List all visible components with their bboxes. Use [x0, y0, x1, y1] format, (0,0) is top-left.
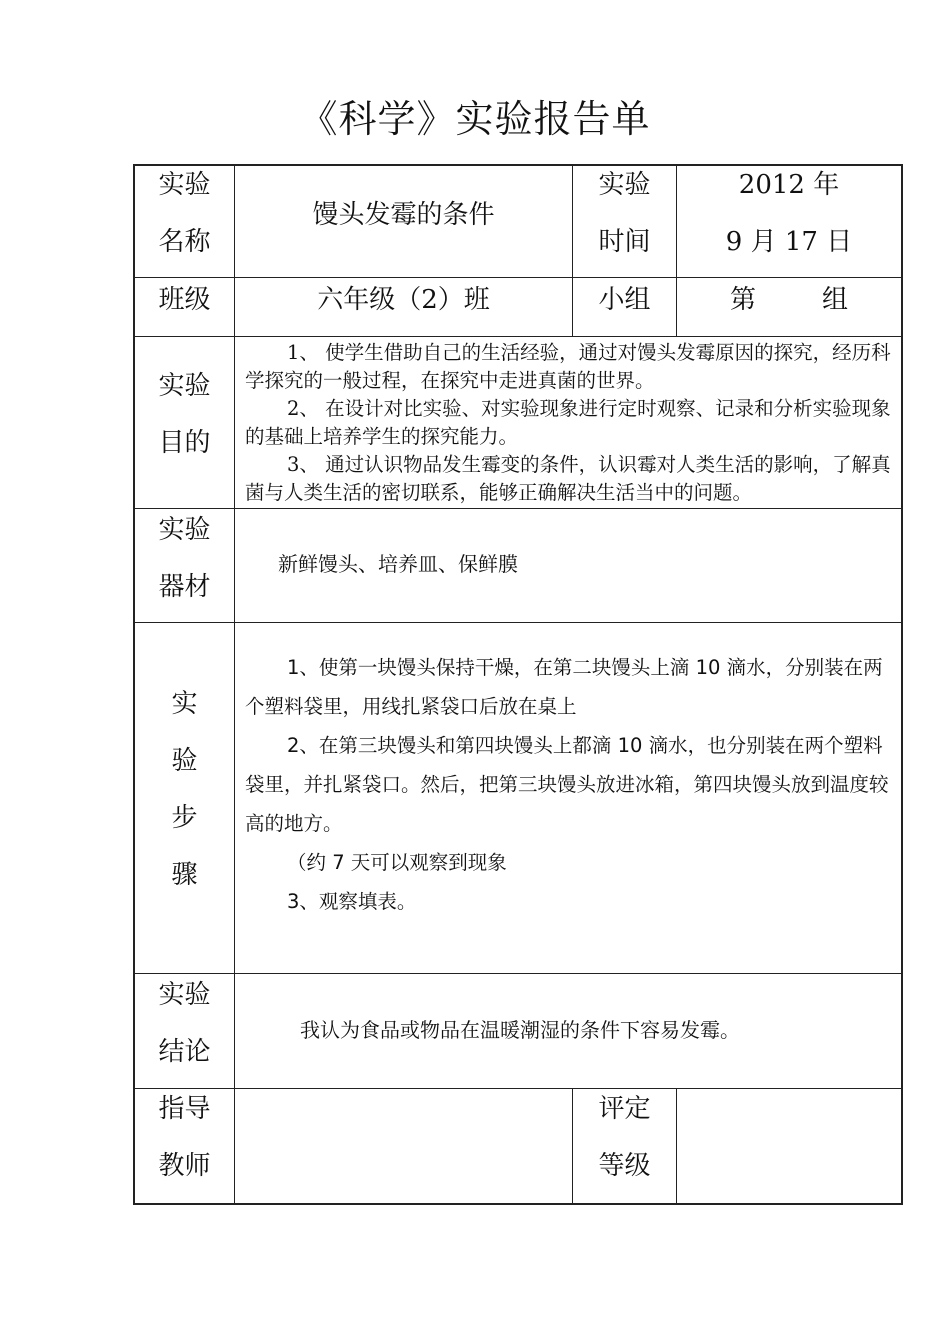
label-conclusion: 实验 结论: [158, 980, 211, 1067]
label-purpose: 实验 目的: [158, 371, 211, 458]
label-experiment-name: 实验 名称: [158, 170, 211, 257]
step-item: 3、观察填表。: [287, 890, 417, 913]
materials-value: 新鲜馒头、培养皿、保鲜膜: [278, 552, 518, 576]
steps-text: [245, 648, 895, 921]
label-experiment-time: 实验 时间: [598, 170, 651, 257]
label-group: 小组: [598, 285, 651, 315]
teacher-value[interactable]: [236, 1089, 572, 1203]
page-title: 《科学》实验报告单: [299, 97, 651, 141]
class-value: 六年级（2）班: [317, 285, 490, 315]
step-item: 1、使第一块馒头保持干燥，在第二块馒头上滴 10 滴水，分别装在两个塑料袋里，用线扎紧袋口后放在桌上: [245, 656, 883, 718]
purpose-item: 3、 通过认识物品发生霉变的条件，认识霉对人类生活的影响，了解真菌与人类生活的密切联系，能够正确解决生活当中的问题。: [245, 453, 891, 504]
purpose-item: 1、 使学生借助自己的生活经验，通过对馒头发霉原因的探究，经历科学探究的一般过程，在探究中走进真菌的世界。: [245, 341, 891, 392]
conclusion-value: 我认为食品或物品在温暖潮湿的条件下容易发霉。: [300, 1018, 740, 1042]
group-value: 第 组: [729, 285, 849, 315]
step-item: （约 7 天可以观察到现象: [287, 851, 507, 874]
label-class: 班级: [158, 285, 211, 315]
experiment-date: 2012 年 9 月 17 日: [725, 170, 853, 257]
grade-value[interactable]: [677, 1089, 901, 1203]
step-item: 2、在第三块馒头和第四块馒头上都滴 10 滴水，也分别装在两个塑料袋里，并扎紧袋口。然后，把第三块馒头放进冰箱，第四块馒头放到温度较高的地方。: [245, 734, 889, 835]
label-steps: 实 验 步 骤: [171, 689, 198, 890]
label-grade: 评定 等级: [598, 1094, 651, 1181]
label-materials: 实验 器材: [158, 515, 211, 602]
experiment-name: 馒头发霉的条件: [312, 200, 495, 230]
purpose-item: 2、 在设计对比实验、对实验现象进行定时观察、记录和分析实验现象的基础上培养学生的探究能力。: [245, 397, 891, 448]
label-teacher: 指导 教师: [158, 1094, 211, 1181]
purpose-text: [245, 339, 895, 507]
